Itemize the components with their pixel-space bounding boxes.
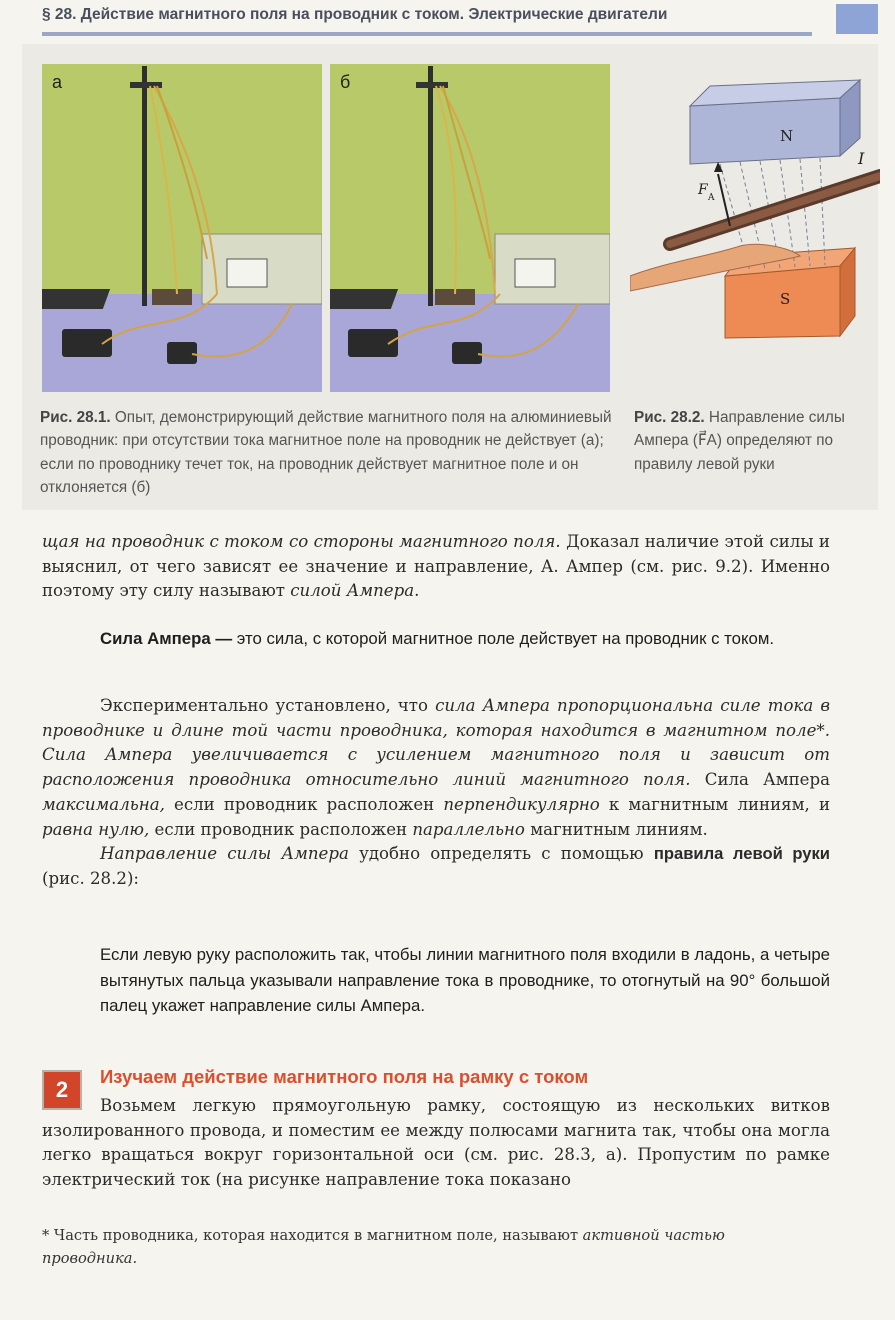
p3b-d: (рис. 28.2): — [42, 868, 140, 888]
p1-text: Доказал наличие этой силы и выяснил, от чего зависят ее значение и направление, А. Ампер (см. рис. 9.2). Именно поэтому эту силу называют — [42, 532, 830, 601]
footnote — [42, 1224, 772, 1270]
p3-k: магнитным линиям. — [524, 819, 708, 839]
magnet-diagram — [630, 76, 880, 346]
header-tab-marker — [836, 4, 878, 34]
paragraph-1 — [42, 530, 830, 604]
south-pole-label: S — [780, 290, 791, 308]
figure-28-1-caption — [40, 406, 620, 499]
p3b-a: Направление силы Ампера — [100, 844, 349, 864]
p3-c: Сила Ампера — [690, 770, 830, 790]
section-title: Изучаем действие магнитного поля на рамку с током — [100, 1066, 589, 1087]
p3-a: Экспериментально установлено, что — [100, 696, 436, 715]
force-label-subscript: A — [708, 193, 715, 203]
p1-end: . — [414, 581, 420, 601]
figure-28-2-caption — [634, 406, 864, 476]
figure-28-2-text: Направление силы Ампера (F⃗A) определяют по правилу левой руки — [634, 409, 845, 473]
p1-italic: щая на проводник с током со стороны магнитного поля. — [42, 532, 561, 551]
left-hand-rule-term: правила левой руки — [653, 844, 830, 864]
photo-a-illustration — [42, 64, 322, 392]
north-pole-label: N — [780, 127, 794, 145]
figure-28-1-label: Рис. 28.1. — [40, 409, 111, 426]
paragraph-3 — [42, 694, 830, 892]
p4-text: Возьмем легкую прямоугольную рамку, состоящую из нескольких витков изолированного провода, и поместим ее между полюсами магнита так, чтобы она могла легко вращаться вокруг горизонтальной оси (см. рис. 28.3, а). Пропустим по рамке электрический ток (на рисунке направление тока показано — [42, 1096, 830, 1190]
definition-term: Сила Ампера — — [100, 629, 233, 648]
left-hand-rule-definition: Если левую руку расположить так, чтобы линии магнитного поля входили в ладонь, а четыре вытянутых пальца указывали направление тока в проводнике, то отогнутый на 90° большой палец укажет направление силы Ампера. — [100, 945, 830, 1015]
p3b-b: удобно определять с помощью — [348, 844, 654, 864]
p3-e: если проводник расположен — [164, 794, 444, 814]
photo-b — [330, 64, 610, 392]
p3-h: равна нулю, — [42, 819, 150, 839]
current-label: I — [858, 149, 865, 168]
photo-a — [42, 64, 322, 392]
p3-i: если проводник расположен — [149, 819, 413, 839]
p1-term: силой Ампера — [290, 581, 415, 601]
p3-g: к магнитным линиям, и — [599, 794, 831, 814]
p3-b: сила Ампера пропорциональна силе тока в проводнике и длине той части проводника, которая находится в магнитном поле*. Сила Ампера увеличивается с усилением магнитного поля и зависит от расположения проводника относительно линий магнитного поля. — [42, 696, 830, 790]
page-header-title: § 28. Действие магнитного поля на проводник с током. Электрические двигатели — [42, 6, 668, 23]
header-rule — [42, 32, 812, 36]
force-label: F — [698, 182, 708, 198]
definition-ampere-force — [100, 626, 830, 652]
footnote-text: * Часть проводника, которая находится в магнитном поле, называют — [42, 1227, 583, 1244]
left-hand-rule-diagram — [630, 76, 880, 346]
figure-28-2-label: Рис. 28.2. — [634, 409, 705, 426]
p3-f: перпендикулярно — [443, 794, 600, 814]
photo-b-label: б — [340, 72, 351, 92]
footnote-term: активной частью проводника. — [42, 1227, 725, 1267]
definition-text: это сила, с которой магнитное поле действует на проводник с током. — [232, 629, 775, 648]
photo-a-label: а — [52, 72, 63, 92]
figure-28-1-text: Опыт, демонстрирующий действие магнитного поля на алюминиевый проводник: при отсутствии тока магнитное поле на проводник не действует (а); если по проводнику течет ток, на проводник действует магнитное поле и он отклоняется (б) — [40, 409, 612, 496]
p3-j: параллельно — [412, 819, 525, 839]
photo-b-illustration — [330, 64, 610, 392]
section-number-badge: 2 — [42, 1070, 82, 1110]
p3-d: максимальна, — [42, 794, 165, 814]
paragraph-4 — [42, 1094, 830, 1193]
